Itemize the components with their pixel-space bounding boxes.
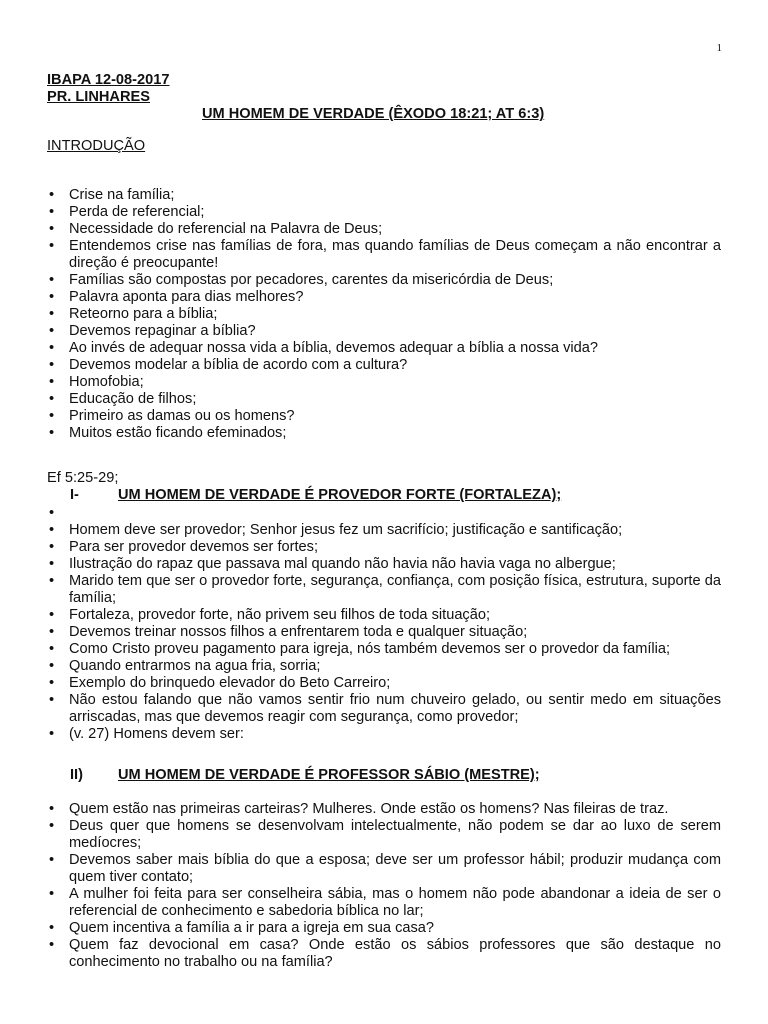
bullet-item: • Marido tem que ser o provedor forte, segurança, confiança, com posição física, estrutura, suporte da família; bbox=[47, 573, 721, 607]
bullet-item: • Quem incentiva a família a ir para a igreja em sua casa? bbox=[47, 920, 721, 937]
header-date: IBAPA 12-08-2017 bbox=[47, 72, 170, 88]
section-1-title: UM HOMEM DE VERDADE É PROVEDOR FORTE (FORTALEZA); bbox=[118, 487, 562, 503]
bullet-item: • Perda de referencial; bbox=[47, 204, 721, 221]
section-1-list bbox=[47, 505, 721, 743]
bullet-item: • Reteorno para a bíblia; bbox=[47, 306, 721, 323]
bullet-item: • Devemos repaginar a bíblia? bbox=[47, 323, 721, 340]
bullet-item: • Palavra aponta para dias melhores? bbox=[47, 289, 721, 306]
bullet-item: • Famílias são compostas por pecadores, carentes da misericórdia de Deus; bbox=[47, 272, 721, 289]
bullet-item: • Ilustração do rapaz que passava mal quando não havia não havia vaga no albergue; bbox=[47, 556, 721, 573]
header-pastor: PR. LINHARES bbox=[47, 89, 150, 105]
bullet-item: • Deus quer que homens se desenvolvam intelectualmente, não podem se dar ao luxo de serem medíocres; bbox=[47, 818, 721, 852]
bullet-item: • Como Cristo proveu pagamento para igreja, nós também devemos ser o provedor da família; bbox=[47, 641, 721, 658]
bullet-item: • Entendemos crise nas famílias de fora, mas quando famílias de Deus começam a não encontrar a direção é preocupante! bbox=[47, 238, 721, 272]
section-2-title: UM HOMEM DE VERDADE É PROFESSOR SÁBIO (MESTRE); bbox=[118, 767, 540, 783]
document-header bbox=[47, 72, 721, 123]
bullet-item: • Educação de filhos; bbox=[47, 391, 721, 408]
bullet-item: • Devemos saber mais bíblia do que a esposa; deve ser um professor hábil; produzir mudança com quem tiver contato; bbox=[47, 852, 721, 886]
bullet-item: • Quem faz devocional em casa? Onde estão os sábios professores que são destaque no conhecimento no trabalho ou na família? bbox=[47, 937, 721, 971]
bullet-item: • Homem deve ser provedor; Senhor jesus fez um sacrifício; justificação e santificação; bbox=[47, 522, 721, 539]
bullet-item bbox=[47, 505, 721, 522]
section-2-number: II) bbox=[70, 767, 83, 783]
bullet-item: • Crise na família; bbox=[47, 187, 721, 204]
bullet-item: • Ao invés de adequar nossa vida a bíblia, devemos adequar a bíblia a nossa vida? bbox=[47, 340, 721, 357]
bullet-item: • Fortaleza, provedor forte, não privem seu filhos de toda situação; bbox=[47, 607, 721, 624]
bullet-item: • Homofobia; bbox=[47, 374, 721, 391]
bullet-item: • Exemplo do brinquedo elevador do Beto Carreiro; bbox=[47, 675, 721, 692]
bullet-item: • Quando entrarmos na agua fria, sorria; bbox=[47, 658, 721, 675]
intro-heading: INTRODUÇÃO bbox=[47, 138, 146, 154]
bullet-item: • (v. 27) Homens devem ser: bbox=[47, 726, 721, 743]
section-2-heading bbox=[70, 767, 540, 783]
scripture-reference: Ef 5:25-29; bbox=[47, 470, 119, 486]
intro-list bbox=[47, 187, 721, 442]
bullet-item: • Para ser provedor devemos ser fortes; bbox=[47, 539, 721, 556]
section-2-list bbox=[47, 801, 721, 971]
bullet-item: • Necessidade do referencial na Palavra de Deus; bbox=[47, 221, 721, 238]
bullet-item: • Devemos modelar a bíblia de acordo com a cultura? bbox=[47, 357, 721, 374]
bullet-item: • A mulher foi feita para ser conselheira sábia, mas o homem não pode abandonar a ideia de ser o referencial de conhecimento e sabedoria bíblica no lar; bbox=[47, 886, 721, 920]
bullet-item: • Não estou falando que não vamos sentir frio num chuveiro gelado, ou sentir medo em situações arriscadas, mas que devemos reagir com segurança, como provedor; bbox=[47, 692, 721, 726]
sermon-title: UM HOMEM DE VERDADE (ÊXODO 18:21; AT 6:3) bbox=[202, 106, 545, 122]
bullet-item: • Devemos treinar nossos filhos a enfrentarem toda e qualquer situação; bbox=[47, 624, 721, 641]
section-1-heading bbox=[70, 487, 561, 503]
bullet-item: • Quem estão nas primeiras carteiras? Mulheres. Onde estão os homens? Nas fileiras de traz. bbox=[47, 801, 721, 818]
page-number: 1 bbox=[716, 42, 722, 54]
bullet-item: • Primeiro as damas ou os homens? bbox=[47, 408, 721, 425]
bullet-item: • Muitos estão ficando efeminados; bbox=[47, 425, 721, 442]
section-1-number: I- bbox=[70, 487, 79, 503]
